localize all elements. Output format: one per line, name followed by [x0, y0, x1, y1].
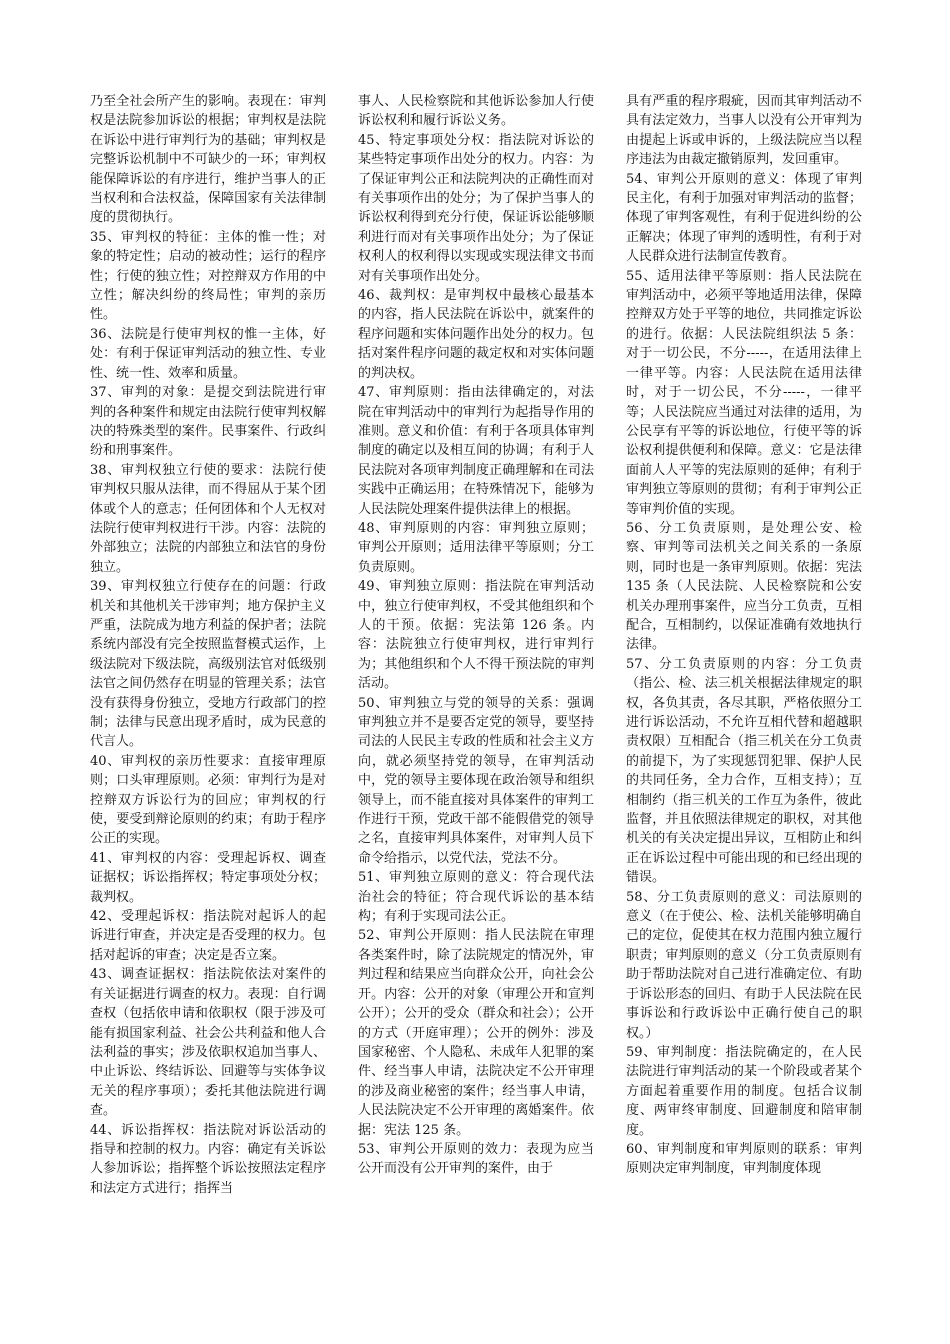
- text-column-3: [626, 92, 862, 1308]
- paragraph: 35、审判权的特征：主体的惟一性；对象的特定性；启动的被动性；运行的程序性；行使的独立性；对控辩双方作用的中立性；解决纠纷的终局性；审判的亲历性。: [90, 229, 326, 323]
- paragraph: 45、特定事项处分权：指法院对诉讼的某些特定事项作出处分的权力。内容：为了保证审判公正和法院判决的正确性而对有关事项作出的处分；为了保护当事人的诉讼权利得到充分行使，保证诉讼能够顺利进行而对有关事项作出处分；为了保证权利人的权利得以实现或实现法律文书而对有关事项作出处分。: [358, 132, 594, 284]
- paragraph: 46、裁判权：是审判权中最核心最基本的内容，指人民法院在诉讼中，就案件的程序问题和实体问题作出处分的权力。包括对案件程序问题的裁定权和对实体问题的判决权。: [358, 288, 594, 381]
- paragraph: 39、审判权独立行使存在的问题：行政机关和其他机关干涉审判；地方保护主义严重，法院成为地方利益的保护者；法院系统内部没有完全按照监督模式运作，上级法院对下级法院，高级别法官对低级别法官之间仍然存在明显的管理关系；法官没有获得身份独立，受地方行政部门的控制；法律与民意出现矛盾时，成为民意的代言人。: [90, 579, 326, 750]
- paragraph: 44、诉讼指挥权：指法院对诉讼活动的指导和控制的权力。内容：确定有关诉讼人参加诉讼；指挥整个诉讼按照法定程序和法定方式进行；指挥当: [90, 1122, 326, 1196]
- paragraph: 事人、人民检察院和其他诉讼参加人行使诉讼权利和履行诉讼义务。: [358, 94, 594, 129]
- paragraph: 52、审判公开原则：指人民法院在审理各类案件时，除了法院规定的情况外，审判过程和结果应当向群众公开，向社会公开。内容：公开的对象（审理公开和宣判公开）；公开的受众（群众和社会）；公开的方式（开庭审理）；公开的例外：涉及国家秘密、个人隐私、未成年人犯罪的案件、经当事人申请，法院决定不公开审理的涉及商业秘密的案件；经当事人申请，人民法院决定不公开审理的离婚案件。依据：宪法 125 条。: [358, 928, 594, 1138]
- paragraph: 50、审判独立与党的领导的关系：强调审判独立并不是要否定党的领导，要坚持司法的人民民主专政的性质和社会主义方向，就必须坚持党的领导，在审判活动中，党的领导主要体现在政治领导和组织领导上，而不能直接对具体案件的审判工作进行干预，党政干部不能假借党的领导之名，直接审判具体案件，对审判人员下命令给指示，以党代法，党法不分。: [358, 695, 594, 866]
- paragraph: 60、审判制度和审判原则的联系：审判原则决定审判制度，审判制度体现: [626, 1141, 862, 1177]
- paragraph: 41、审判权的内容：受理起诉权、调查证据权；诉讼指挥权；特定事项处分权；裁判权。: [90, 850, 326, 905]
- paragraph: 42、受理起诉权：指法院对起诉人的起诉进行审查，并决定是否受理的权力。包括对起诉的审查；决定是否立案。: [90, 909, 326, 963]
- paragraph: 53、审判公开原则的效力：表现为应当公开而没有公开审判的案件，由于: [358, 1141, 594, 1177]
- paragraph: 58、分工负责原则的意义：司法原则的意义（在于使公、检、法机关能够明确自己的定位，促使其在权力范围内独立履行职责；审判原则的意义（分工负责原则有助于帮助法院对自己进行准确定位、有助于诉讼形态的回归、有助于人民法院在民事诉讼和行政诉讼中正确行使自己的职权。）: [626, 889, 862, 1041]
- paragraph: 56、分工负责原则，是处理公安、检察、审判等司法机关之间关系的一条原则，同时也是一条审判原则。依据：宪法 135 条（人民法院、人民检察院和公安机关办理刑事案件，应当分工负责，互相配合，互相制约，以保证准确有效地执行法律。: [626, 520, 862, 653]
- paragraph: 具有严重的程序瑕疵，因而其审判活动不具有法定效力，当事人以没有公开审判为由提起上诉或申诉的，上级法院应当以程序违法为由裁定撤销原判，发回重审。: [626, 94, 862, 168]
- paragraph: 57、分工负责原则的内容：分工负责（指公、检、法三机关根据法律规定的职权，各负其责，各尽其职，严格依照分工进行诉讼活动，不允许互相代替和超越职责权限）互相配合（指三机关在分工负责的前提下，为了实现惩罚犯罪、保护人民的共同任务，全力合作，互相支持）；互相制约（指三机关的工作互为条件，彼此监督，并且依照法律规定的职权，对其他机关的有关决定提出异议，互相防止和纠正在诉讼过程中可能出现的和已经出现的错误。: [626, 656, 862, 886]
- paragraph: 47、审判原则：指由法律确定的，对法院在审判活动中的审判行为起指导作用的准则。意义和价值：有利于各项具体审判制度的确定以及相互间的协调；有利于人民法院对各项审判制度正确理解和在司法实践中正确运用；在特殊情况下，能够为人民法院处理案件提供法律上的根据。: [358, 385, 594, 517]
- paragraph: 38、审判权独立行使的要求：法院行使审判权只服从法律，而不得屈从于某个团体或个人的意志；任何团体和个人无权对法院行使审判权进行干涉。内容：法院的外部独立；法院的内部独立和法官的身份独立。: [90, 462, 326, 575]
- paragraph: 40、审判权的亲历性要求：直接审理原则；口头审理原则。必须：审判行为是对控辩双方诉讼行为的回应；审判权的行使，要受到辩论原则的约束；有助于程序公正的实现。: [90, 753, 326, 847]
- paragraph: 36、法院是行使审判权的惟一主体，好处：有利于保证审判活动的独立性、专业性、统一性、效率和质量。: [90, 326, 326, 381]
- paragraph: 48、审判原则的内容：审判独立原则；审判公开原则；适用法律平等原则；分工负责原则。: [358, 520, 594, 575]
- paragraph: 49、审判独立原则：指法院在审判活动中，独立行使审判权，不受其他组织和个人的干预。依据：宪法第 126 条。内容：法院独立行使审判权，进行审判行为；其他组织和个人不得干预法院的审判活动。: [358, 579, 594, 692]
- paragraph: 55、适用法律平等原则：指人民法院在审判活动中，必须平等地适用法律，保障控辩双方处于平等的地位，共同推定诉讼的进行。依据：人民法院组织法 5 条：对于一切公民，不分-----，在适用法律上一律平等。内容：人民法院在适用法律时，对于一切公民，不分-----，一律平等；人民法院应当通过对法律的适用，为公民享有平等的诉讼地位，行使平等的诉讼权利提供便利和保障。意义：它是法律面前人人平等的宪法原则的延伸；有利于审判独立等原则的贯彻；有利于审判公正等审判价值的实现。: [626, 268, 862, 517]
- text-column-1: [90, 92, 326, 1308]
- paragraph: 37、审判的对象：是提交到法院进行审判的各种案件和规定由法院行使审判权解决的特殊类型的案件。民事案件、行政纠纷和刑事案件。: [90, 385, 326, 459]
- document-page: [90, 92, 862, 1308]
- paragraph: 59、审判制度：指法院确定的，在人民法院进行审判活动的某一个阶段或者某个方面起着重要作用的制度。包括合议制度、两审终审制度、回避制度和陪审制度。: [626, 1044, 862, 1138]
- paragraph: 43、调查证据权：指法院依法对案件的有关证据进行调查的权力。表现：自行调查权（包括依申请和依职权（限于涉及可能有损国家利益、社会公共利益和他人合法利益的事实；涉及依职权追加当事人、中止诉讼、终结诉讼、回避等与实体争议无关的程序事项）；委托其他法院进行调查。: [90, 967, 326, 1119]
- text-column-2: [358, 92, 594, 1308]
- paragraph: 54、审判公开原则的意义：体现了审判民主化，有利于加强对审判活动的监督；体现了审判客观性，有利于促进纠纷的公正解决；体现了审判的透明性，有利于对人民群众进行法制宣传教育。: [626, 171, 862, 265]
- paragraph: 乃至全社会所产生的影响。表现在：审判权是法院参加诉讼的根据；审判权是法院在诉讼中进行审判行为的基础；审判权是完整诉讼机制中不可缺少的一环；审判权能保障诉讼的有序进行，维护当事人的正当权利和合法权益，保障国家有关法律制度的贯彻执行。: [90, 94, 326, 226]
- paragraph: 51、审判独立原则的意义：符合现代法治社会的特征；符合现代诉讼的基本结构；有利于实现司法公正。: [358, 870, 594, 925]
